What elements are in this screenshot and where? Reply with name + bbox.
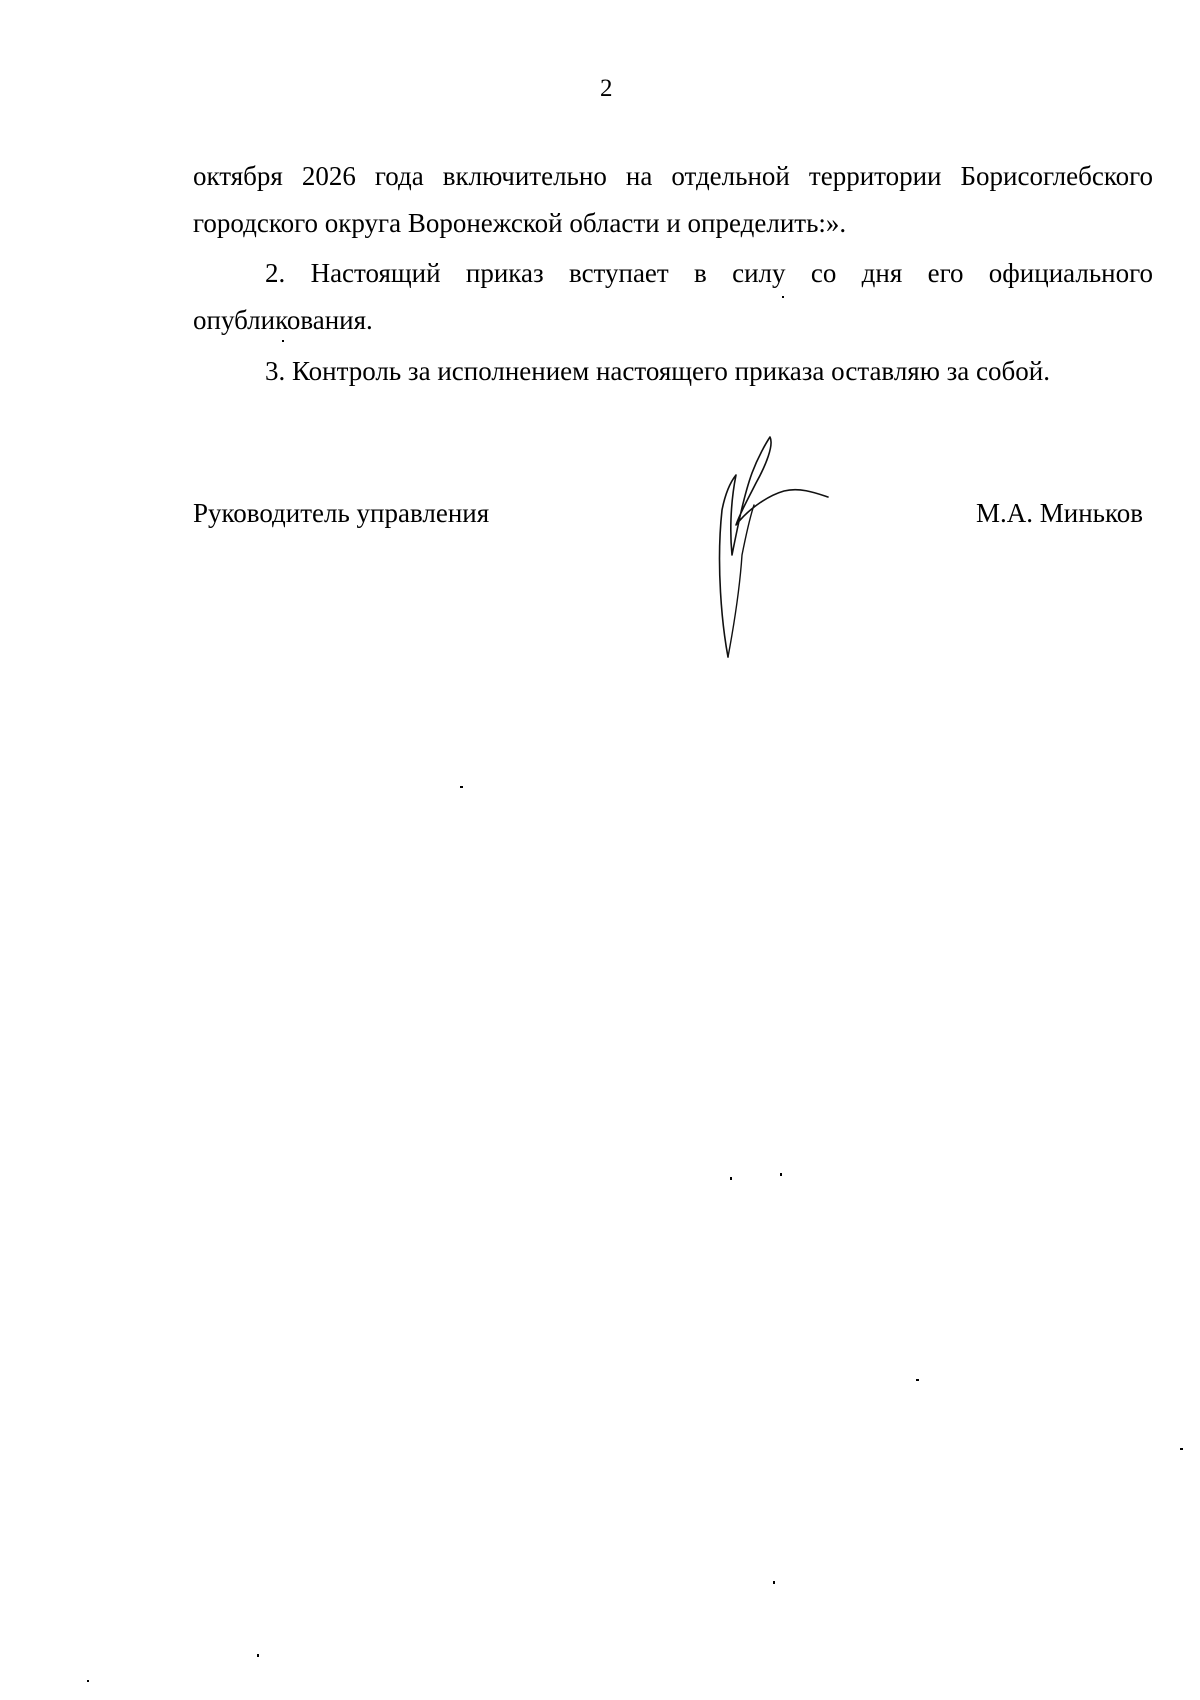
scan-speck xyxy=(282,340,284,342)
scan-speck xyxy=(460,786,463,788)
paragraph-2-line-2: опубликования. xyxy=(193,305,373,335)
paragraph-2 xyxy=(193,250,1153,344)
scan-speck xyxy=(1180,1448,1183,1450)
paragraph-1 xyxy=(193,153,1153,247)
paragraph-3-line-1: 3. Контроль за исполнением настоящего приказа оставляю за собой. xyxy=(265,356,1050,386)
scan-speck xyxy=(916,1379,919,1381)
paragraph-3 xyxy=(193,348,1153,395)
paragraph-2-line-1: 2. Настоящий приказ вступает в силу со дня его официального xyxy=(265,258,1153,288)
paragraph-1-line-1: октября 2026 года включительно на отдельной территории Борисоглебского xyxy=(193,161,1153,191)
signer-name: М.А. Миньков xyxy=(976,498,1143,528)
signer-position: Руководитель управления xyxy=(193,498,490,528)
scan-speck xyxy=(257,1654,259,1657)
scan-speck xyxy=(730,1177,732,1180)
page-number: 2 xyxy=(600,75,613,102)
scan-speck xyxy=(773,1581,775,1584)
handwritten-signature xyxy=(700,435,830,660)
paragraph-1-line-2: городского округа Воронежской области и определить:». xyxy=(193,208,847,238)
scan-speck xyxy=(782,296,784,298)
scan-speck xyxy=(780,1173,782,1176)
scan-speck xyxy=(87,1680,89,1682)
